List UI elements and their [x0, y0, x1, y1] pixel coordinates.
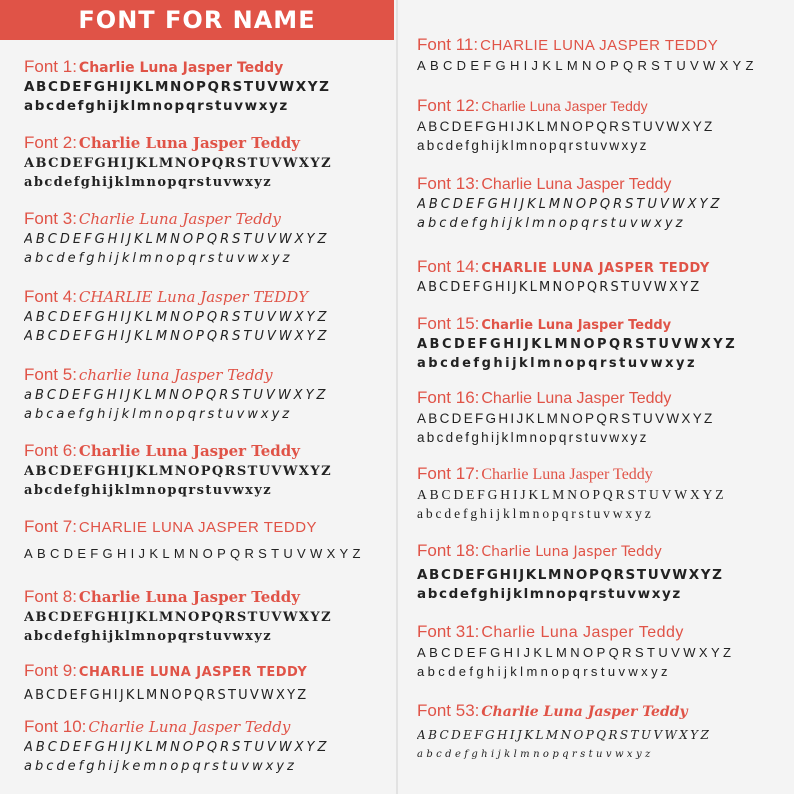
- font-sample-name: Charlie Luna Jasper Teddy: [481, 176, 672, 193]
- font-label: Font 16:: [417, 388, 480, 407]
- font-sample-name: Charlie Luna Jasper Teddy: [78, 210, 281, 228]
- lowercase-alphabet: abcdefghijklmnopqrstuvwxyz: [24, 251, 293, 266]
- font-sample-name: CHARLIE LUNA JASPER TEDDY: [481, 261, 710, 276]
- font-sample-31: [417, 621, 773, 681]
- font-sample-2: [24, 132, 380, 192]
- font-label: Font 31:: [417, 622, 480, 641]
- lowercase-alphabet: abcdefghijklmnopqrstuvwxyz: [417, 749, 654, 760]
- font-sample-5: [24, 364, 380, 424]
- uppercase-alphabet: ABCDEFGHIJKLMNOPQRSTUVWXYZ: [24, 310, 330, 325]
- font-sample-6: [24, 440, 380, 500]
- font-sample-name: CHARLIE LUNA JASPER TEDDY: [78, 519, 318, 536]
- uppercase-alphabet: aBCDEFGHIJKLMNOPQRSTUVWXYZ: [24, 388, 329, 403]
- lowercase-alphabet: abcdefghijklmnopqrstuvwxyz: [417, 430, 649, 445]
- uppercase-alphabet: ABCDEFGHIJKLMNOPQRSTUVWXYZ: [417, 119, 715, 134]
- font-label: Font 2:: [24, 133, 77, 152]
- font-sample-name: Charlie Luna Jasper Teddy: [78, 60, 284, 76]
- lowercase-alphabet: abcdefghijklmnopqrstuvwxyz: [417, 664, 671, 679]
- uppercase-alphabet: ABCDEFGHIJKLMNOPQRSTUVWXYZ: [417, 337, 738, 352]
- font-label: Font 4:: [24, 287, 77, 306]
- uppercase-alphabet: ABCDEFGHIJKLMNOPQRSTUVWXYZ: [417, 728, 712, 742]
- font-sample-9: [24, 660, 380, 705]
- font-label: Font 14:: [417, 257, 480, 276]
- uppercase-alphabet: ABCDEFGHIJKLMNOPQRSTUVWXYZ: [417, 197, 723, 212]
- lowercase-alphabet: abcdefghijklmnopqrstuvwxyz: [24, 98, 289, 114]
- uppercase-alphabet: ABCDEFGHIJKLMNOPQRSTUVWXYZ: [417, 411, 715, 426]
- uppercase-alphabet: ABCDEFGHIJKLMNOPQRSTUVWXYZ: [417, 58, 758, 73]
- font-label: Font 6:: [24, 441, 77, 460]
- font-sample-name: Charlie Luna Jasper Teddy: [88, 718, 291, 736]
- lowercase-alphabet: abcdefghijklmnopqrstuvwxyz: [417, 216, 686, 231]
- lowercase-alphabet: abcdefghijklmnopqrstuvwxyz: [417, 138, 649, 153]
- font-label: Font 8:: [24, 587, 77, 606]
- page-title: FONT FOR NAME: [78, 6, 316, 34]
- font-sample-name: Charlie Luna Jasper Teddy: [481, 544, 663, 560]
- font-sample-name: Charlie Luna Jasper Teddy: [481, 704, 688, 720]
- lowercase-alphabet: abcdefghijkemnopqrstuvwxyz: [24, 759, 297, 774]
- font-sample-18: [417, 540, 773, 604]
- font-label: Font 7:: [24, 517, 77, 536]
- font-sample-name: Charlie Luna Jasper Teddy: [481, 318, 672, 333]
- font-sample-name: Charlie Luna Jasper Teddy: [78, 134, 300, 152]
- font-label: Font 5:: [24, 365, 77, 384]
- uppercase-alphabet: ABCDEFGHIJKLMNOPQRSTUVWXYZ: [417, 567, 724, 583]
- uppercase-alphabet: ABCDEFGHIJKLMNOPQRSTUVWXYZ: [24, 232, 330, 247]
- lowercase-alphabet: abcdefghijklmnopqrstuvwxyz: [24, 175, 273, 190]
- font-sample-11: [417, 34, 773, 75]
- lowercase-alphabet: abcaefghijklmnopqrstuvwxyz: [24, 407, 293, 422]
- uppercase-alphabet: ABCDEFGHIJKLMNOPQRSTUVWXYZ: [417, 645, 735, 660]
- font-sample-name: CHARLIE LUNA JASPER TEDDY: [78, 665, 308, 680]
- font-label: Font 3:: [24, 209, 77, 228]
- lowercase-alphabet: abcdefghijklmnopqrstuvwxyz: [417, 356, 698, 371]
- lowercase-alphabet: abcdefghijklmnopqrstuvwxyz: [24, 483, 273, 498]
- lowercase-alphabet: abcdefghijklmnopqrstuvwxyz: [24, 629, 273, 644]
- font-label: Font 15:: [417, 314, 480, 333]
- uppercase-alphabet: ABCDEFGHIJKLMNOPQRSTUVWXYZ: [417, 280, 702, 295]
- font-sample-name: Charlie Luna Jasper Teddy: [481, 624, 684, 641]
- uppercase-alphabet: ABCDEFGHIJKLMNOPQRSTUVWXYZ: [24, 740, 330, 755]
- font-sample-name: Charlie Luna Jasper Teddy: [78, 588, 300, 606]
- font-sample-name: Charlie Luna Jasper Teddy: [481, 466, 653, 483]
- font-label: Font 17:: [417, 464, 480, 483]
- font-sample-name: Charlie Luna Jasper Teddy: [78, 442, 300, 460]
- font-sample-12: [417, 95, 773, 155]
- font-sample-3: [24, 208, 380, 268]
- font-sample-16: [417, 387, 773, 447]
- font-label: Font 9:: [24, 661, 77, 680]
- font-sample-7: [24, 516, 380, 563]
- font-sample-8: [24, 586, 380, 646]
- uppercase-alphabet: ABCDEFGHIJKLMNOPQRSTUVWXYZ: [24, 156, 332, 171]
- font-sample-name: Charlie Luna Jasper Teddy: [481, 98, 648, 114]
- right-column: [397, 0, 794, 794]
- uppercase-alphabet: ABCDEFGHIJKLMNOPQRSTUVWXYZ: [24, 79, 331, 95]
- font-sample-14: [417, 256, 773, 297]
- font-sample-53: [417, 700, 773, 764]
- font-label: Font 1:: [24, 57, 77, 76]
- font-sample-4: [24, 286, 380, 346]
- font-sample-name: charlie luna Jasper Teddy: [78, 366, 273, 384]
- font-sample-name: Charlie Luna Jasper Teddy: [481, 390, 672, 407]
- lowercase-alphabet: abcdefghijklmnopqrstuvwxyz: [417, 506, 654, 521]
- font-sample-name: CHARLIE Luna Jasper TEDDY: [78, 288, 309, 306]
- uppercase-alphabet: ABCDEFGHIJKLMNOPQRSTUVWXYZ: [24, 464, 332, 479]
- font-label: Font 13:: [417, 174, 480, 193]
- font-sample-1: [24, 56, 380, 116]
- font-sample-15: [417, 313, 773, 373]
- uppercase-alphabet-alt: ABCDEFGHIJKLMNOPQRSTUVWXYZ: [24, 329, 330, 344]
- font-label: Font 10:: [24, 717, 87, 736]
- lowercase-alphabet: abcdefghijklmnopqrstuvwxyz: [417, 586, 682, 602]
- font-label: Font 11:: [417, 35, 479, 54]
- font-sample-10: [24, 716, 380, 776]
- font-label: Font 53:: [417, 701, 480, 720]
- font-sample-name: CHARLIE LUNA JASPER TEDDY: [480, 37, 719, 54]
- uppercase-alphabet: ABCDEFGHIJKLMNOPQRSTUVWXYZ: [24, 610, 332, 625]
- font-label: Font 12:: [417, 96, 480, 115]
- font-sample-17: [417, 463, 773, 523]
- uppercase-alphabet: ABCDEFGHIJKLMNOPQRSTUVWXYZ: [24, 688, 309, 703]
- font-label: Font 18:: [417, 541, 480, 560]
- uppercase-alphabet: ABCDEFGHIJKLMNOPQRSTUVWXYZ: [24, 546, 365, 561]
- font-sample-13: [417, 173, 773, 233]
- uppercase-alphabet: ABCDEFGHIJKLMNOPQRSTUVWXYZ: [417, 487, 727, 502]
